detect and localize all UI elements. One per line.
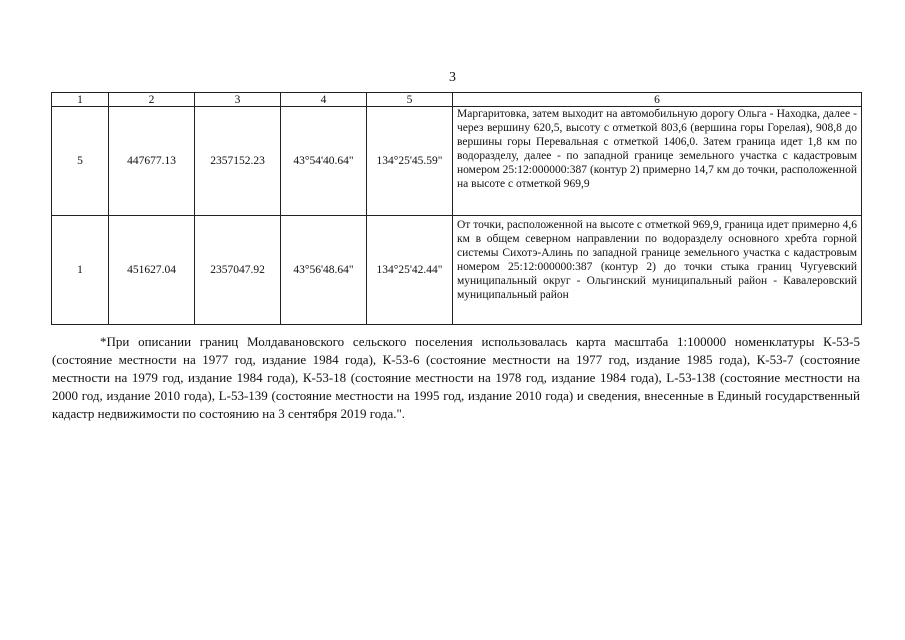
y-coordinate-cell: 2357152.23 [195,107,281,216]
latitude-cell: 43°56'48.64" [281,216,367,325]
table-row [52,216,862,325]
boundary-points-table [51,92,862,325]
longitude-cell: 134°25'42.44" [367,216,453,325]
latitude-cell: 43°54'40.64" [281,107,367,216]
boundary-description-cell: От точки, расположенной на высоте с отметкой 969,9, граница идет примерно 4,6 км в общем северном направлении по водоразделу основного хребта горной системы Сихотэ-Алинь по западной границе земельного участка с кадастровым номером 25:12:000000:387 (контур 2) до точки стыка границ Чугуевский муниципальный округ - Ольгинский муниципальный район - Кавалеровский муниципальный район [453,216,862,325]
page-number: 3 [449,70,456,85]
boundary-description-cell: Маргаритовка, затем выходит на автомобильную дорогу Ольга - Находка, далее - через вершину 620,5, высоту с отметкой 803,6 (вершина горы Горелая), 908,8 до вершины горы Перевальная с отметкой 1406,0. Затем граница идет 1,8 км по водоразделу, далее - по западной границе земельного участка с кадастровым номером 25:12:000000:387 (контур 2) примерно 14,7 км до точки, расположенной на высоте с отметкой 969,9 [453,107,862,216]
longitude-cell: 134°25'45.59" [367,107,453,216]
column-header: 1 [52,93,109,107]
column-header: 6 [453,93,862,107]
footnote-paragraph: *При описании границ Молдавановского сельского поселения использовалась карта масштаба 1:100000 номенклатуры К-53-5 (состояние местности на 1977 год, издание 1984 года), К-53-6 (состояние местности на 1977 год, издание 1985 года), К-53-7 (состояние местности на 1979 год, издание 1984 года), К-53-18 (состояние местности на 1978 год, издание 1984 года), L-53-138 (состояние местности на 2000 год, издание 2010 года), L-53-139 (состояние местности на 1995 год, издание 2010 года) и сведения, внесенные в Единый государственный кадастр недвижимости по состоянию на 3 сентября 2019 года.". [52,334,860,421]
x-coordinate-cell: 447677.13 [109,107,195,216]
column-header: 4 [281,93,367,107]
column-header: 3 [195,93,281,107]
point-number-cell: 1 [52,216,109,325]
table-row [52,107,862,216]
table-header-row [52,93,862,107]
column-header: 2 [109,93,195,107]
x-coordinate-cell: 451627.04 [109,216,195,325]
point-number-cell: 5 [52,107,109,216]
column-header: 5 [367,93,453,107]
y-coordinate-cell: 2357047.92 [195,216,281,325]
